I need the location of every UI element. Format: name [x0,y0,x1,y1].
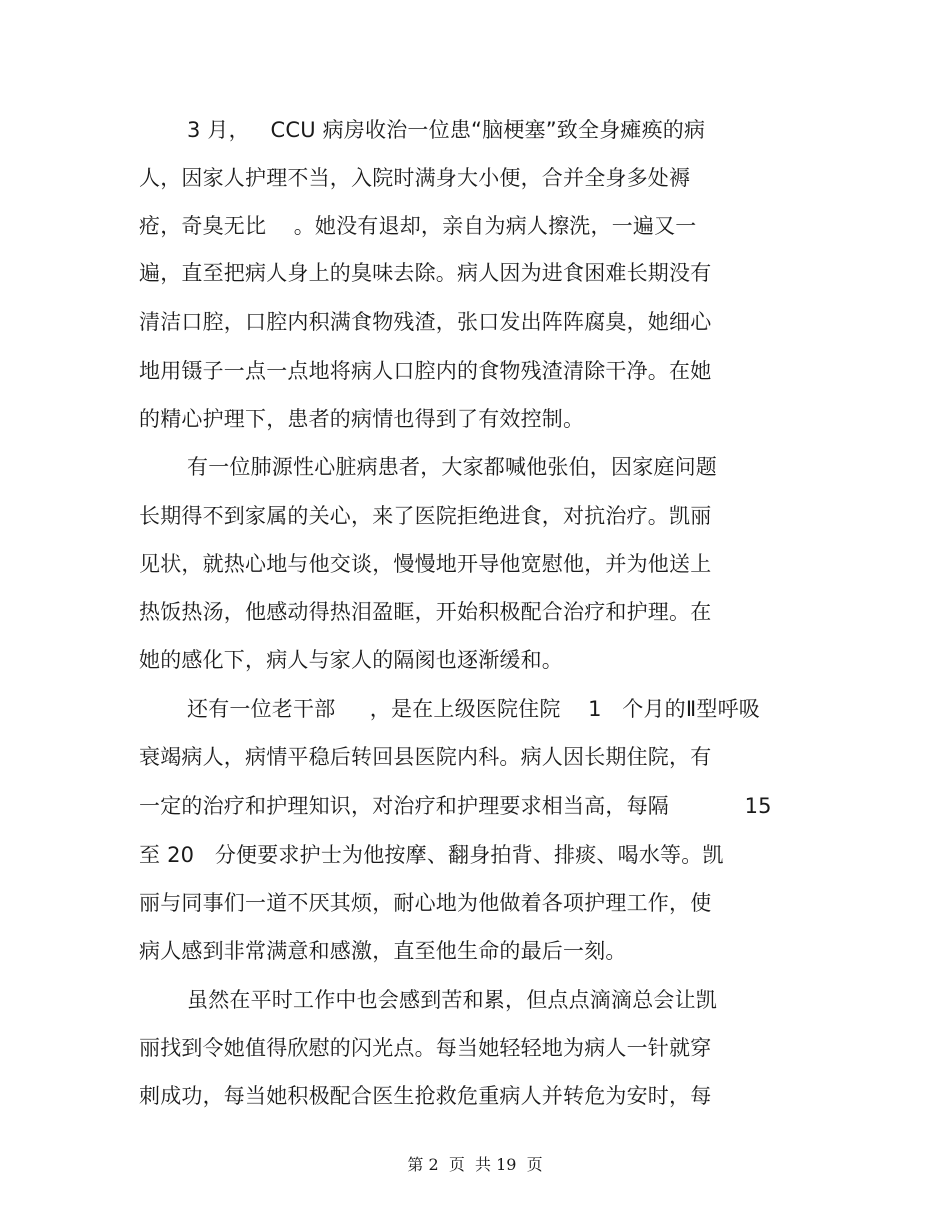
paragraph-line: 地用镊子一点一点地将病人口腔内的食物残渣清除干净。在她 [139,359,712,383]
paragraph-line: 至 20 分便要求护士为他按摩、翻身拍背、排痰、喝水等。凯 [139,843,724,867]
paragraph-line: 人，因家人护理不当，入院时满身大小便，合并全身多处褥 [139,166,691,190]
paragraph-line: 的精心护理下，患者的病情也得到了有效控制。 [139,407,585,431]
paragraph-line: 丽与同事们一道不厌其烦，耐心地为他做着各项护理工作，使 [139,891,712,915]
paragraph-line: 她的感化下，病人与家人的隔阂也逐渐缓和。 [139,648,563,672]
paragraph-line: 长期得不到家属的关心，来了医院拒绝进食，对抗治疗。凯丽 [139,504,712,528]
page-number-footer: 第 2 页 共 19 页 [407,1155,543,1174]
paragraph-line: 有一位肺源性心脏病患者，大家都喊他张伯，因家庭问题 [187,455,717,479]
paragraph-line: 3 月， CCU 病房收治一位患“脑梗塞”致全身瘫痪的病 [187,118,706,142]
paragraph-line: 见状，就热心地与他交谈，慢慢地开导他宽慰他，并为他送上 [139,552,712,576]
paragraph-line: 一定的治疗和护理知识，对治疗和护理要求相当高，每隔 15 [139,794,772,818]
paragraph-line: 疮，奇臭无比 。她没有退却，亲自为病人擦洗，一遍又一 [139,214,697,238]
paragraph-line: 丽找到令她值得欣慰的闪光点。每当她轻轻地为病人一针就穿 [139,1036,712,1060]
paragraph-line: 还有一位老干部 ，是在上级医院住院 1 个月的Ⅱ型呼吸 [187,697,760,721]
paragraph-line: 热饭热汤，他感动得热泪盈眶，开始积极配合治疗和护理。在 [139,600,712,624]
paragraph-line: 衰竭病人，病情平稳后转回县医院内科。病人因长期住院，有 [139,745,712,769]
paragraph-line: 虽然在平时工作中也会感到苦和累，但点点滴滴总会让凯 [187,988,717,1012]
paragraph-line: 刺成功，每当她积极配合医生抢救危重病人并转危为安时，每 [139,1084,712,1108]
paragraph-line: 病人感到非常满意和感激，直至他生命的最后一刻。 [139,939,627,963]
paragraph-line: 清洁口腔，口腔内积满食物残渣，张口发出阵阵腐臭，她细心 [139,310,712,334]
paragraph-line: 遍，直至把病人身上的臭味去除。病人因为进食困难长期没有 [139,261,712,285]
